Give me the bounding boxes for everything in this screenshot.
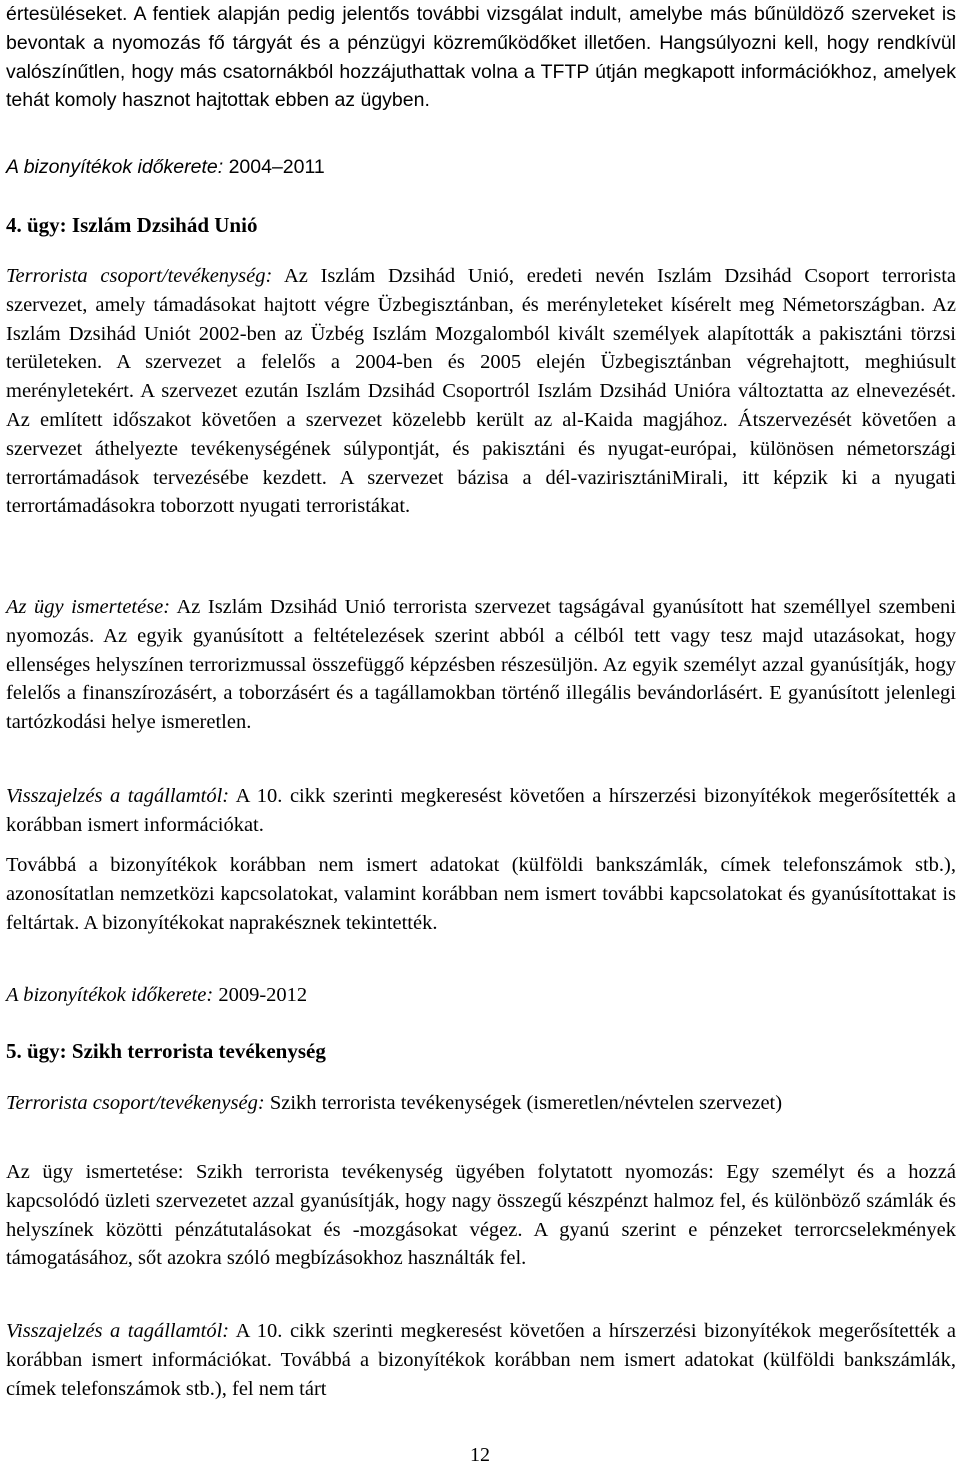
timeframe-value: 2004–2011 <box>228 156 325 178</box>
case5-case-text: Az ügy ismertetése: Szikh terrorista tevékenység ügyében folytatott nyomozás: Egy személyt és a hozzá kapcsolódó üzleti szervezetet azzal gyanúsítják, hogy nagy összegű készpénzt halmoz fel, és különböző számlák és helyszínek közötti pénzátutalásokat és -mozgásokat végez. A gyanú szerint e pénzeket terrorcselekmények támogatásához, sőt azokra szóló megbízásokhoz használták fel. <box>6 1161 956 1270</box>
case4-case-label: Az ügy ismertetése: <box>6 596 171 618</box>
case5-group-text: Szikh terrorista tevékenységek (ismeretlen/névtelen szervezet) <box>269 1092 783 1114</box>
case4-group-paragraph <box>6 262 956 521</box>
case4-group-text: Az Iszlám Dzsihád Unió, eredeti nevén Iszlám Dzsihád Csoport terrorista szervezet, amely támadásokat hajtott végre Üzbegisztánban, és merényleteket kísérelt meg Németországban. Az Iszlám Dzsihád Uniót 2002-ben az Üzbég Iszlám Mozgalomból kivált személyek alapították a pakisztáni törzsi területeken. A szervezet a felelős a 2004-ben és 2005 elején Üzbegisztánban végrehajtott, meghiúsult merényletekért. A szervezet ezután Iszlám Dzsihád Csoportról Iszlám Dzsihád Unióra változtatta az elnevezését. Az említett időszakot követően a szervezet közelebb került az al-Kaida magjához. Átszervezését követően a szervezet áthelyezte tevékenységének súlypontját, és pakisztáni és nyugat-európai, különösen németországi terrortámadások tervezésébe kezdett. A szervezet bázisa a dél-vazirisztániMirali, itt képzik ki a nyugati terrortámadásokra toborzott nyugati terroristákat. <box>6 265 956 518</box>
case5-group-paragraph <box>6 1089 956 1118</box>
case4-feedback-paragraph <box>6 782 956 840</box>
case4-feedback-text: A 10. cikk szerinti megkeresést követően a hírszerzési bizonyítékok megerősítették a korábban ismert információkat. <box>6 785 956 836</box>
case4-heading: 4. ügy: Iszlám Dzsihád Unió <box>6 213 258 237</box>
intro-paragraph <box>6 0 956 115</box>
case4-case-text: Az Iszlám Dzsihád Unió terrorista szervezet tagságával gyanúsított hat személlyel szembeni nyomozás. Az egyik gyanúsított a feltételezések szerint abból a célból tett vagy tesz majd utazásokat, hogy ellenséges helyszínen terrorizmussal összefüggő képzésben részesüljön. Az egyik személyt azzal gyanúsítják, hogy felelős a finanszírozásért, a toborzásért és a tagállamokban történő illegális bevándorlásért. E gyanúsított jelenlegi tartózkodási helye ismeretlen. <box>6 596 957 734</box>
case4-extra-text: Továbbá a bizonyítékok korábban nem ismert adatokat (külföldi bankszámlák, címek telefonszámok stb.), azonosítatlan nemzetközi kapcsolatokat, valamint korábban nem ismert további kapcsolatokat és gyanúsítottakat is feltártak. A bizonyítékokat naprakésznek tekintették. <box>6 854 956 934</box>
case4-feedback-label: Visszajelzés a tagállamtól: <box>6 785 230 807</box>
case4-timeframe <box>6 981 956 1010</box>
case4-group-label: Terrorista csoport/tevékenység: <box>6 265 273 287</box>
timeframe-label: A bizonyítékok időkerete: <box>6 156 224 178</box>
page-number: 12 <box>470 1444 490 1466</box>
intro-timeframe <box>6 153 956 182</box>
case4-timeframe-value: 2009-2012 <box>218 984 308 1006</box>
case5-case-paragraph <box>6 1158 956 1273</box>
case5-heading: 5. ügy: Szikh terrorista tevékenység <box>6 1039 326 1063</box>
case5-group-label: Terrorista csoport/tevékenység: <box>6 1092 265 1114</box>
case4-timeframe-label: A bizonyítékok időkerete: <box>6 984 214 1006</box>
case4-extra-paragraph <box>6 851 956 937</box>
intro-text: értesüléseket. A fentiek alapján pedig jelentős további vizsgálat indult, amelybe más bűnüldöző szerveket is bevontak a nyomozás fő tárgyát és a pénzügyi közreműködőket illetően. Hangsúlyozni kell, hogy rendkívül valószínűtlen, hogy más csatornákból hozzájuthattak volna a TFTP útján megkapott információkhoz, amelyek tehát komoly hasznot hajtottak ebben az ügyben. <box>6 3 956 112</box>
case4-case-paragraph <box>6 593 956 737</box>
case5-feedback-paragraph <box>6 1317 956 1403</box>
case5-feedback-text: A 10. cikk szerinti megkeresést követően a hírszerzési bizonyítékok megerősítették a korábban ismert információkat. Továbbá a bizonyítékok korábban nem ismert adatokat (külföldi bankszámlák, címek telefonszámok stb.), fel nem tárt <box>6 1320 956 1400</box>
case5-feedback-label: Visszajelzés a tagállamtól: <box>6 1320 230 1342</box>
